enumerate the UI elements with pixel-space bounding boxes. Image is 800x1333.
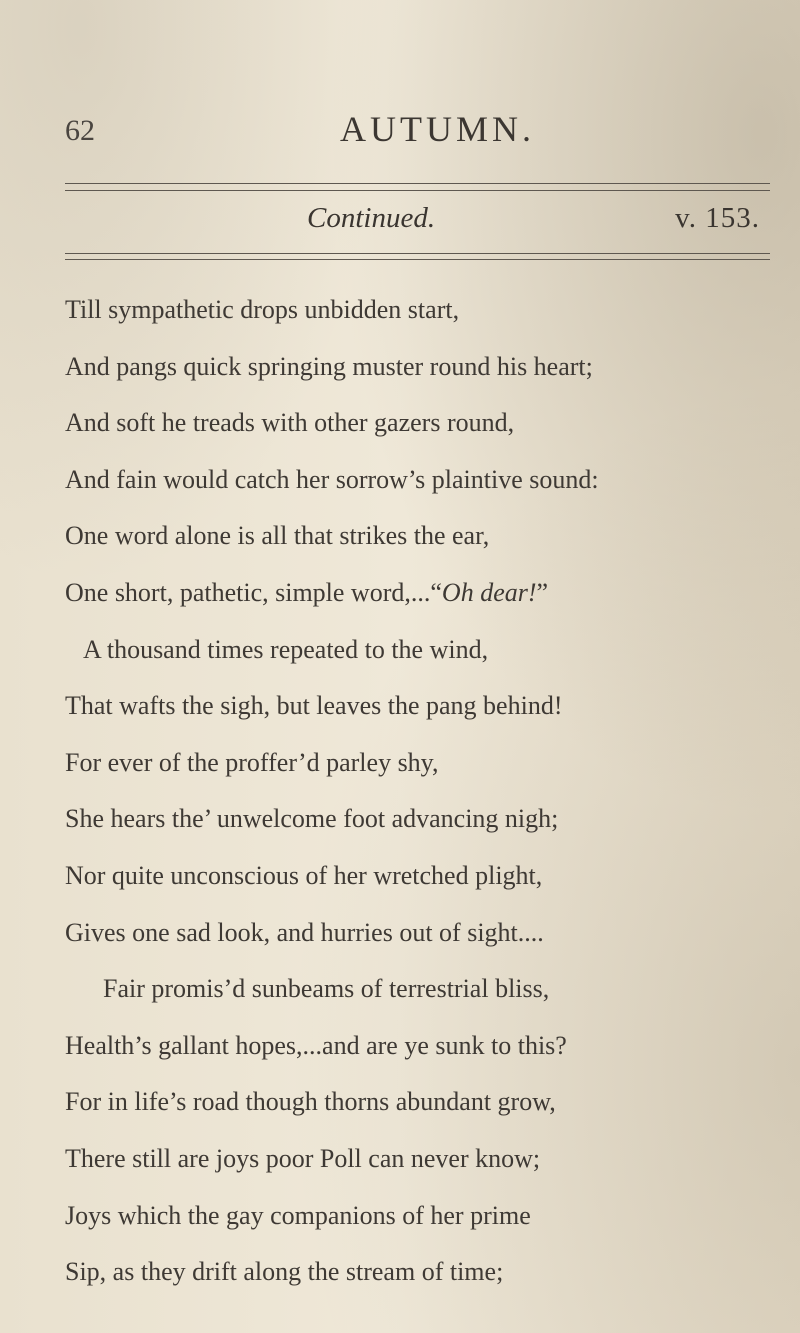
poem-line: Sip, as they drift along the stream of time; bbox=[65, 1257, 504, 1287]
poem-line: She hears the’ unwelcome foot advancing nigh; bbox=[65, 804, 559, 834]
bottom-rule-inner bbox=[65, 259, 770, 260]
section-bar bbox=[65, 196, 770, 248]
poem-line: For in life’s road though thorns abundant grow, bbox=[65, 1087, 556, 1117]
running-head bbox=[65, 108, 685, 152]
page-number: 62 bbox=[65, 114, 95, 147]
poem-line bbox=[65, 565, 765, 622]
poem-line: There still are joys poor Poll can never know; bbox=[65, 1143, 541, 1173]
poem-line: And pangs quick springing muster round his heart; bbox=[65, 351, 593, 381]
poem-line: Fair promis’d sunbeams of terrestrial bliss, bbox=[103, 974, 550, 1004]
poem-line: Health’s gallant hopes,...and are ye sunk to this? bbox=[65, 1030, 567, 1060]
exclamation-italic: Oh dear! bbox=[441, 577, 537, 607]
continued-label: Continued. bbox=[307, 202, 436, 234]
closing-quote: ” bbox=[536, 577, 549, 607]
poem-line: One word alone is all that strikes the ear, bbox=[65, 521, 490, 551]
poem-line: For ever of the proffer’d parley shy, bbox=[65, 747, 439, 777]
verse-reference: v. 153. bbox=[675, 202, 760, 234]
poem-line: That wafts the sigh, but leaves the pang behind! bbox=[65, 691, 563, 721]
poem-line: A thousand times repeated to the wind, bbox=[83, 634, 489, 664]
poem-line: Till sympathetic drops unbidden start, bbox=[65, 295, 460, 324]
poem-line: Nor quite unconscious of her wretched plight, bbox=[65, 860, 543, 890]
poem-line: Joys which the gay companions of her prime bbox=[65, 1200, 531, 1230]
poem-body bbox=[65, 282, 765, 1301]
top-rule bbox=[65, 183, 770, 184]
bottom-rule bbox=[65, 253, 770, 254]
poem-line: And fain would catch her sorrow’s plaintive sound: bbox=[65, 464, 599, 494]
top-rule-inner bbox=[65, 190, 770, 191]
poem-line-text: One short, pathetic, simple word,...“ bbox=[65, 577, 442, 607]
poem-line: And soft he treads with other gazers round, bbox=[65, 408, 515, 438]
running-title: AUTUMN. bbox=[340, 109, 535, 149]
poem-line: Gives one sad look, and hurries out of sight.... bbox=[65, 917, 544, 947]
